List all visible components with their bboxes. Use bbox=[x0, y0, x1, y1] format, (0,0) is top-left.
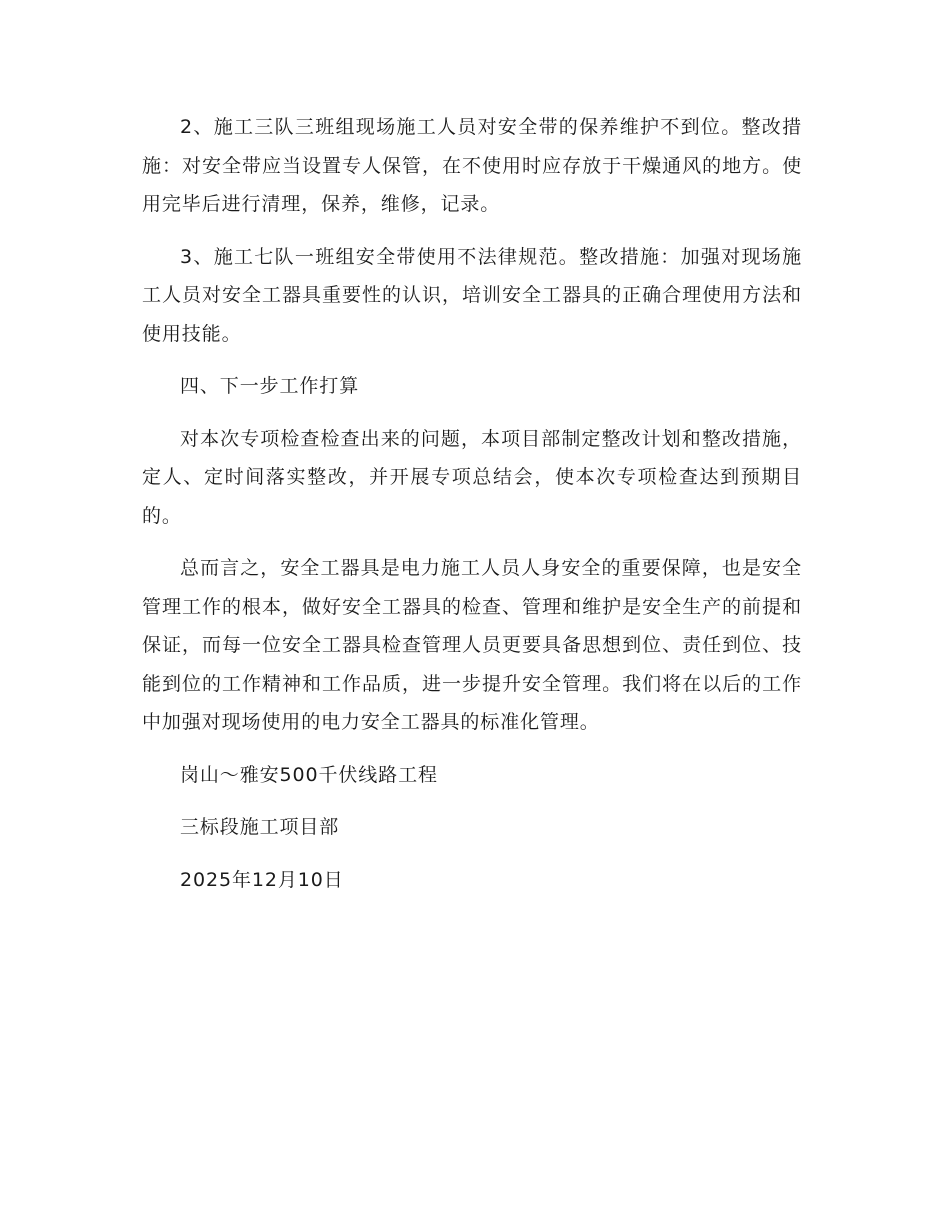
signoff-date: 2025年12月10日 bbox=[180, 868, 344, 891]
paragraph-plan: 对本次专项检查检查出来的问题，本项目部制定整改计划和整改措施，定人、定时间落实整改，并开展专项总结会，使本次专项检查达到预期目的。 bbox=[142, 427, 802, 527]
signoff-department: 三标段施工项目部 bbox=[180, 816, 340, 838]
signoff-project: 岗山～雅安500千伏线路工程 bbox=[180, 763, 438, 786]
section-heading-next-steps: 四、下一步工作打算 bbox=[180, 375, 360, 397]
document-body bbox=[142, 108, 802, 913]
paragraph-item-3: 3、施工七队一班组安全带使用不法律规范。整改措施：加强对现场施工人员对安全工器具重要性的认识，培训安全工器具的正确合理使用方法和使用技能。 bbox=[142, 245, 802, 345]
paragraph-item-2: 2、施工三队三班组现场施工人员对安全带的保养维护不到位。整改措施：对安全带应当设置专人保管，在不使用时应存放于干燥通风的地方。使用完毕后进行清理，保养，维修，记录。 bbox=[142, 116, 802, 215]
paragraph-summary: 总而言之，安全工器具是电力施工人员人身安全的重要保障，也是安全管理工作的根本，做好安全工器具的检查、管理和维护是安全生产的前提和保证，而每一位安全工器具检查管理人员更要具备思想到位、责任到位、技能到位的工作精神和工作品质，进一步提升安全管理。我们将在以后的工作中加强对现场使用的电力安全工器具的标准化管理。 bbox=[142, 557, 802, 733]
